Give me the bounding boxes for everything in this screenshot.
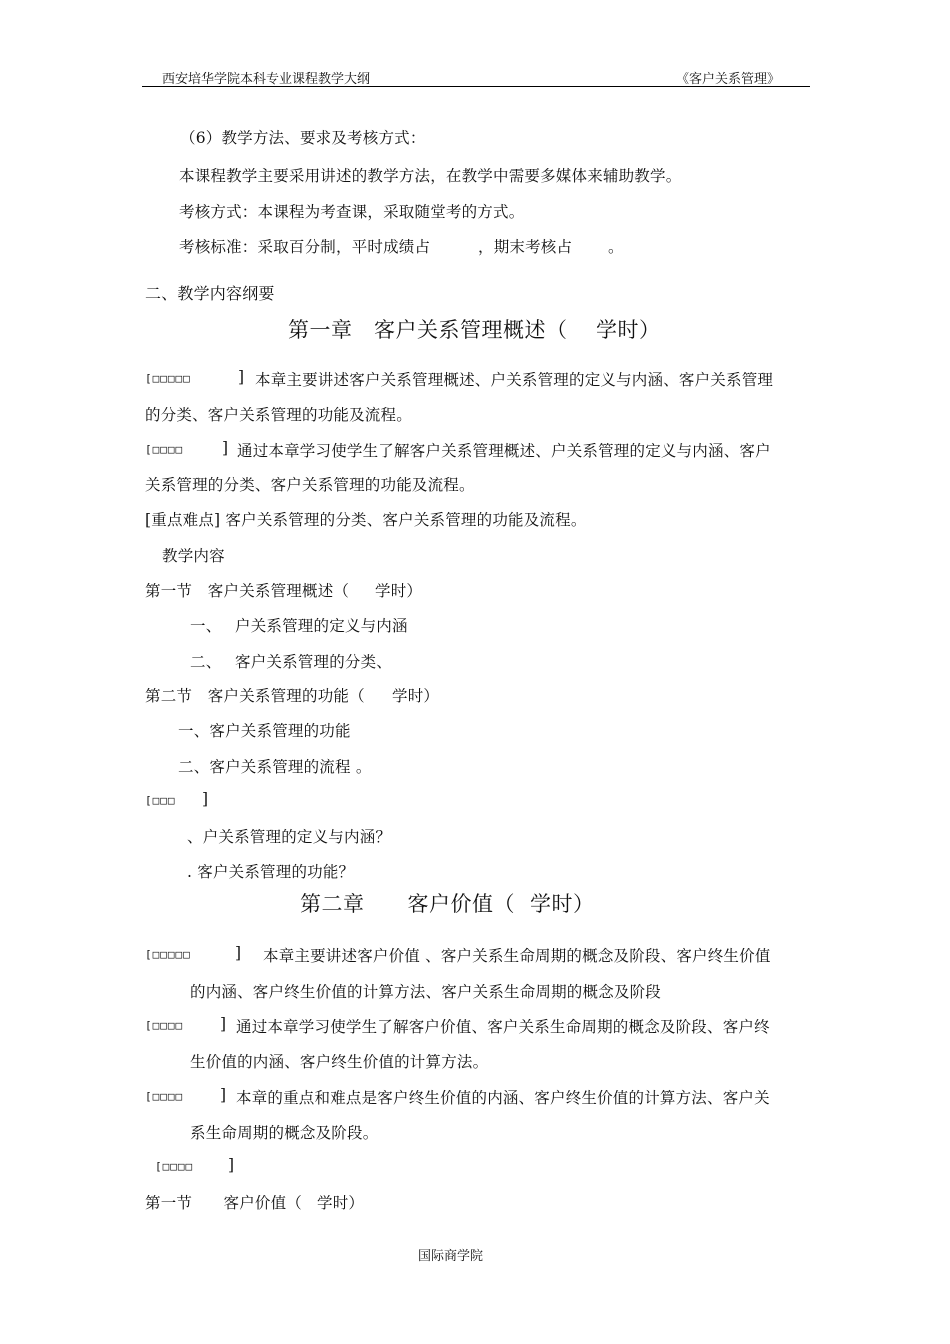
- header-right: 《客户关系管理》: [676, 72, 781, 87]
- section-6-paragraph-3c: 。: [608, 238, 624, 256]
- ch1-block-1-line-2: 的分类、客户关系管理的功能及流程。: [145, 406, 412, 424]
- ch2-block-1-line-1: 本章主要讲述客户价值 、客户关系生命周期的概念及阶段、客户终生价值: [263, 947, 771, 965]
- chapter-1-title-a: 第一章 客户关系管理概述（: [288, 318, 568, 342]
- ch1-content-label: 教学内容: [162, 547, 225, 565]
- ch1-s1-item-1: 户关系管理的定义与内涵: [235, 617, 408, 635]
- ch1-question-2: . 客户关系管理的功能？: [187, 863, 355, 881]
- ch1-questions-tag: [□□□: [145, 794, 176, 807]
- ch1-s2-item-2: 二、客户关系管理的流程 。: [178, 758, 372, 776]
- ch1-key-points: [重点难点] 客户关系管理的分类、客户关系管理的功能及流程。: [145, 511, 587, 529]
- ch1-tag-1-close: ]: [238, 368, 245, 386]
- ch2-tag-2: [□□□□: [145, 1019, 184, 1032]
- chapter-2-title-b: 学时）: [530, 892, 595, 916]
- section-6-title: （6）教学方法、要求及考核方式：: [180, 129, 426, 147]
- ch2-tag-2-close: ]: [220, 1015, 227, 1033]
- ch1-tag-1: [□□□□□: [145, 372, 191, 385]
- ch2-tag-4: [□□□□: [155, 1160, 194, 1173]
- ch1-section-2-b: 学时）: [392, 687, 440, 705]
- ch2-block-3-line-1: 本章的重点和难点是客户终生价值的内涵、客户终生价值的计算方法、客户关: [236, 1089, 770, 1107]
- section-6-paragraph-2: 考核方式：本课程为考查课，采取随堂考的方式。: [179, 203, 525, 221]
- header-rule: [142, 86, 810, 87]
- ch2-tag-4-close: ]: [228, 1156, 235, 1174]
- section-6-paragraph-3a: 考核标准：采取百分制，平时成绩占: [179, 238, 431, 256]
- ch1-s1-item-1-num: 一、: [190, 617, 222, 635]
- ch2-tag-1: [□□□□□: [145, 948, 191, 961]
- section-6-paragraph-1: 本课程教学主要采用讲述的教学方法，在教学中需要多媒体来辅助教学。: [179, 167, 682, 185]
- chapter-2-title-a: 第二章 客户价值（: [300, 892, 515, 916]
- ch1-block-2-line-2: 关系管理的分类、客户关系管理的功能及流程。: [145, 476, 475, 494]
- ch1-questions-tag-close: ]: [202, 790, 209, 808]
- ch2-section-1-b: 学时）: [317, 1194, 365, 1212]
- outline-title: 二、教学内容纲要: [145, 284, 275, 303]
- ch1-s2-item-1: 一、客户关系管理的功能: [178, 722, 351, 740]
- ch1-s1-item-2-num: 二、: [190, 653, 222, 671]
- ch1-section-1-a: 第一节 客户关系管理概述（: [145, 582, 350, 600]
- ch2-section-1-a: 第一节 客户价值（: [145, 1194, 303, 1212]
- ch2-tag-3-close: ]: [220, 1086, 227, 1104]
- ch1-section-1-b: 学时）: [375, 582, 423, 600]
- footer-text: 国际商学院: [418, 1249, 484, 1264]
- section-6-paragraph-3b: ，期末考核占: [478, 238, 573, 256]
- ch1-question-1: 、户关系管理的定义与内涵？: [187, 828, 392, 846]
- ch1-block-1-line-1: 本章主要讲述客户关系管理概述、户关系管理的定义与内涵、客户关系管理: [255, 371, 774, 389]
- ch2-block-3-line-2: 系生命周期的概念及阶段。: [190, 1124, 379, 1142]
- ch2-tag-1-close: ]: [235, 944, 242, 962]
- header-left: 西安培华学院本科专业课程教学大纲: [162, 72, 371, 87]
- ch2-block-1-line-2: 的内涵、客户终生价值的计算方法、客户关系生命周期的概念及阶段: [190, 983, 662, 1001]
- ch1-block-2-line-1: 通过本章学习使学生了解客户关系管理概述、户关系管理的定义与内涵、客户: [237, 442, 771, 460]
- ch2-tag-3: [□□□□: [145, 1090, 184, 1103]
- ch1-tag-2-close: ]: [222, 439, 229, 457]
- ch1-tag-2: [□□□□: [145, 443, 184, 456]
- ch2-block-2-line-2: 生价值的内涵、客户终生价值的计算方法。: [190, 1053, 489, 1071]
- chapter-1-title-b: 学时）: [596, 318, 661, 342]
- ch1-s1-item-2: 客户关系管理的分类、: [235, 653, 393, 671]
- ch2-block-2-line-1: 通过本章学习使学生了解客户价值、客户关系生命周期的概念及阶段、客户终: [236, 1018, 770, 1036]
- ch1-section-2-a: 第二节 客户关系管理的功能（: [145, 687, 365, 705]
